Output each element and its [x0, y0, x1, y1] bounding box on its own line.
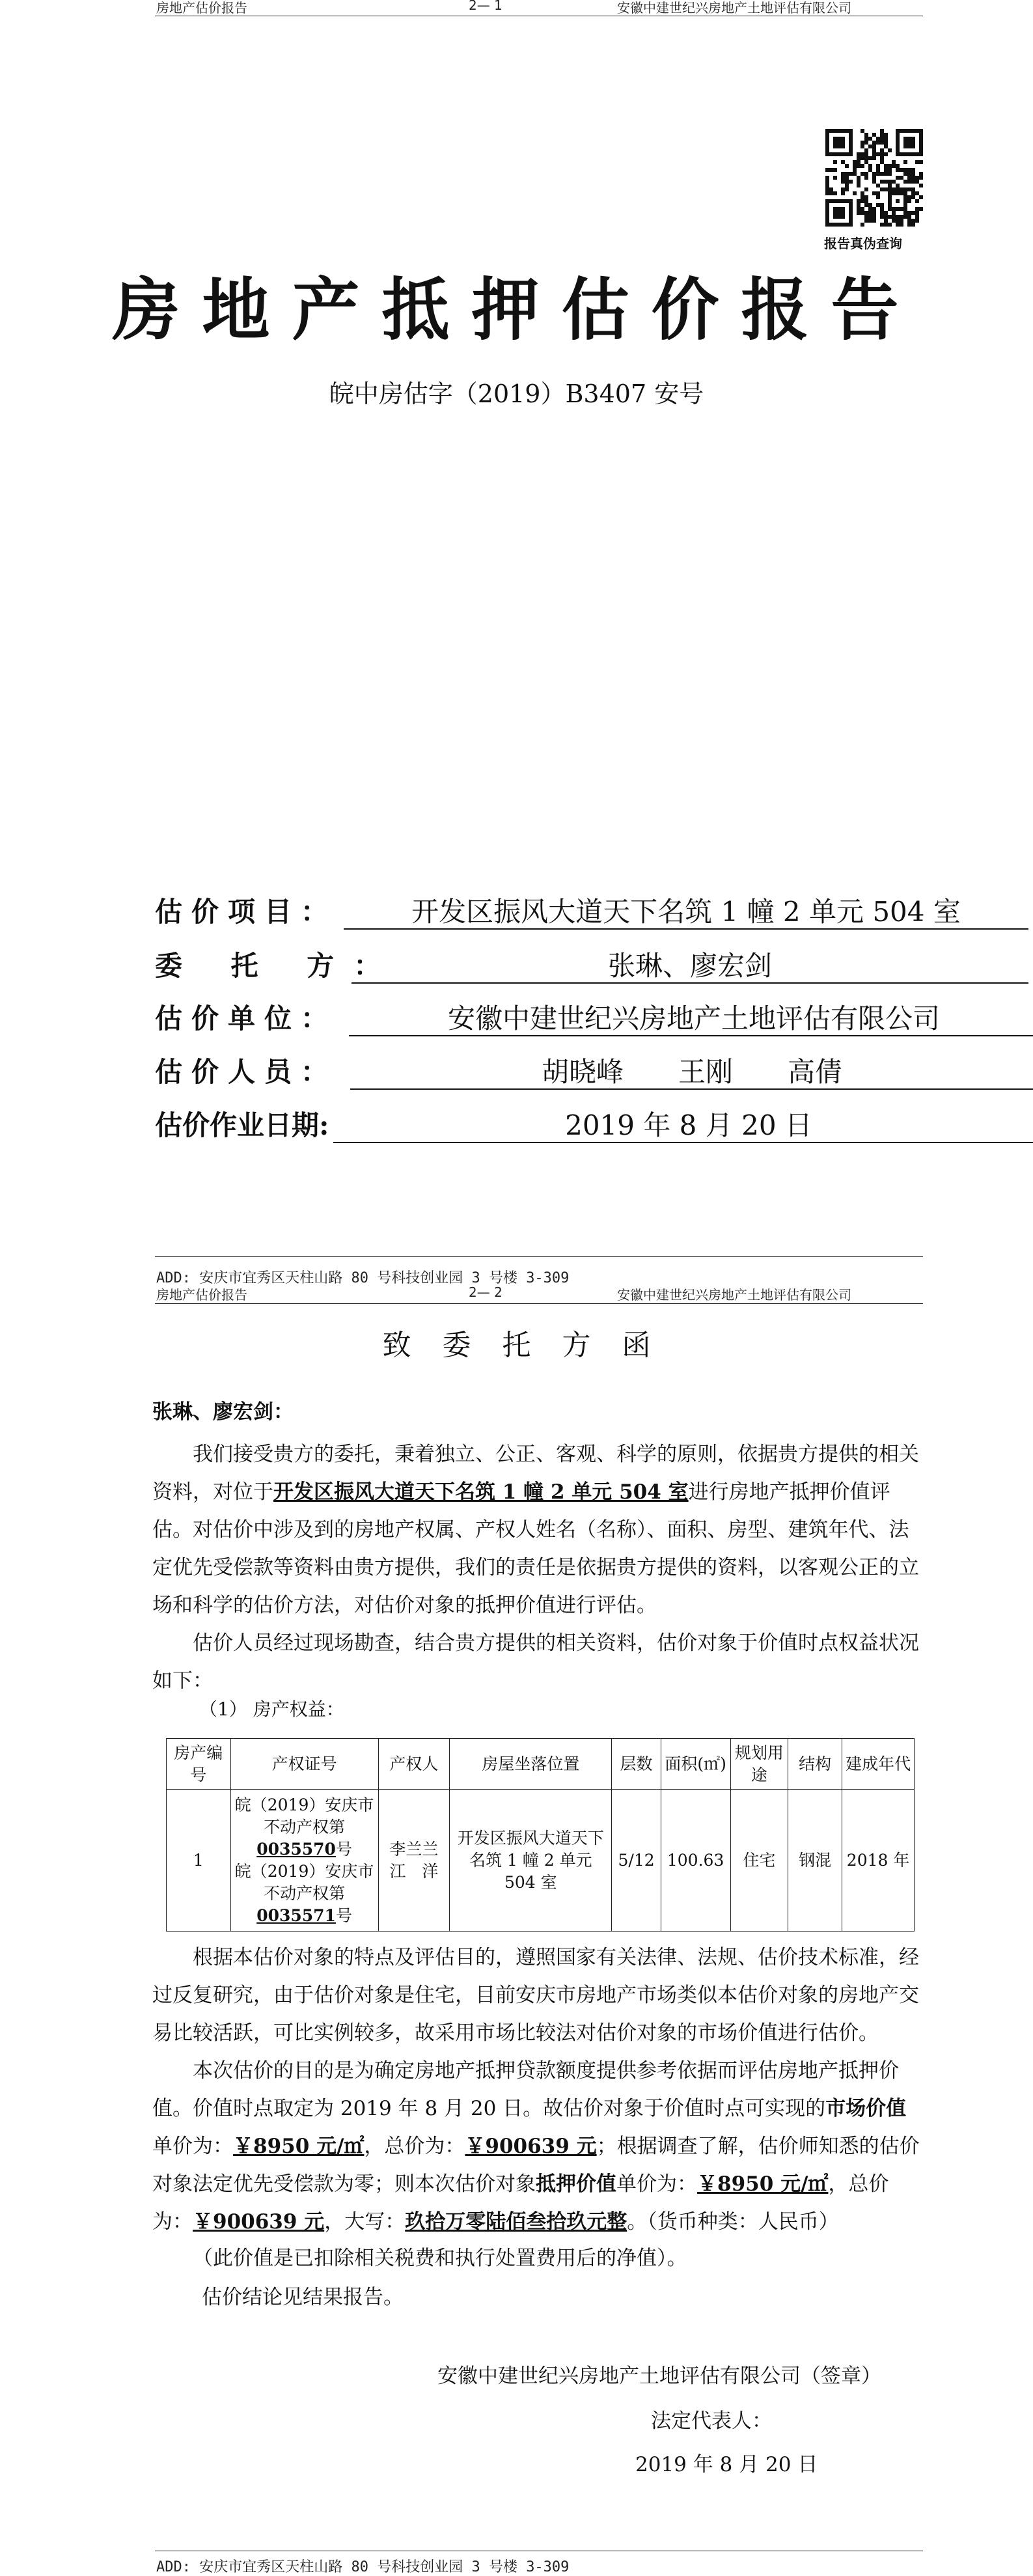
field-appraiser-org-label: 估价单位： — [155, 1003, 338, 1034]
property-address-highlight: 开发区振风大道天下名筑 1 幢 2 单元 504 室 — [273, 1480, 689, 1504]
valuation-text-e: 单价为： — [616, 2172, 697, 2196]
valuation-text-g: ，大写： — [324, 2210, 406, 2234]
cell-structure: 钢混 — [788, 1790, 842, 1932]
market-value-label: 市场价值 — [825, 2097, 907, 2120]
cell-no: 1 — [167, 1790, 231, 1932]
cert-suffix-1: 号 — [335, 1839, 352, 1859]
cert-number-1: 0035570 — [256, 1839, 336, 1859]
page-header-page-number: 2— 1 — [469, 0, 503, 13]
report-title: 房地产抵押估价报告 — [112, 270, 921, 350]
header-rule — [155, 1303, 923, 1304]
mortgage-value-label: 抵押价值 — [536, 2172, 616, 2196]
property-rights-table — [166, 1738, 915, 1932]
mortgage-unit-price: ￥8950 元/㎡ — [697, 2172, 829, 2196]
field-appraisers-value: 胡晓峰 王刚 高倩 — [350, 1051, 1033, 1090]
col-header-structure: 结构 — [788, 1739, 842, 1790]
paragraph-valuation — [152, 2052, 926, 2241]
col-header-cert: 产权证号 — [230, 1739, 378, 1790]
col-header-area: 面积(㎡) — [661, 1739, 730, 1790]
cell-floors: 5/12 — [612, 1790, 661, 1932]
letter-title: 致委托方函 — [382, 1329, 682, 1362]
report-number: 皖中房估字（2019）B3407 安号 — [329, 380, 704, 408]
col-header-floors: 层数 — [612, 1739, 661, 1790]
valuation-text-c: ，总价为： — [364, 2135, 465, 2158]
field-appraisers-label: 估价人员： — [155, 1056, 338, 1088]
signature-company: 安徽中建世纪兴房地产土地评估有限公司（签章） — [437, 2364, 881, 2388]
page-header-page-number: 2— 2 — [469, 1284, 503, 1300]
field-project-value: 开发区振风大道天下名筑 1 幢 2 单元 504 室 — [344, 891, 1028, 930]
field-client-label: 委 托 方： — [155, 950, 401, 982]
cert-number-2: 0035571 — [256, 1905, 336, 1925]
field-client-value: 张琳、廖宏剑 — [351, 945, 1028, 984]
col-header-owner: 产权人 — [378, 1739, 450, 1790]
valuation-text-b: 单价为： — [152, 2135, 233, 2158]
paragraph-method: 根据本估价对象的特点及评估目的，遵照国家有关法律、法规、估价技术标准，经过反复研究，由于估价对象是住宅，目前安庆市房地产市场类似本估价对象的房地产交易比较活跃，可比实例较多，故采用市场比较法对估价对象的市场价值进行估价。 — [152, 1946, 919, 2045]
owner-2: 江 洋 — [389, 1861, 439, 1881]
cell-area: 100.63 — [661, 1790, 730, 1932]
paragraph-engagement-text: 我们接受贵方的委托，秉着独立、公正、客观、科学的原则，依据贵方提供的相关资料，对位于 — [152, 1443, 919, 1504]
salutation: 张琳、廖宏剑： — [152, 1400, 294, 1424]
col-header-use: 规划用途 — [730, 1739, 788, 1790]
table-caption: （1） 房产权益： — [199, 1698, 344, 1720]
page-header-left: 房地产估价报告 — [156, 1287, 247, 1303]
valuation-text-h: 。（货币种类：人民币） — [627, 2210, 839, 2234]
field-appraiser-org-value: 安徽中建世纪兴房地产土地评估有限公司 — [349, 997, 1033, 1036]
page-header-left: 房地产估价报告 — [156, 0, 247, 16]
paragraph-engagement — [152, 1435, 926, 1624]
cert-prefix-2: 皖（2019）安庆市不动产权第 — [234, 1861, 374, 1903]
net-value-note: （此价值是已扣除相关税费和执行处置费用后的净值）。 — [193, 2247, 687, 2270]
page-header-company: 安徽中建世纪兴房地产土地评估有限公司 — [617, 0, 851, 16]
owner-1: 李兰兰 — [389, 1839, 439, 1859]
cell-owner — [378, 1790, 450, 1932]
qr-caption: 报告真伪查询 — [824, 236, 902, 251]
col-header-no: 房产编号 — [167, 1739, 231, 1790]
field-work-date-value: 2019 年 8 月 20 日 — [333, 1104, 1033, 1143]
valuation-text-d: ；根据调查了解，估价师知悉的估价对象法定优先受偿款为零；则本次估价对象 — [152, 2135, 920, 2196]
total-in-words: 玖拾万零陆佰叁拾玖元整 — [405, 2210, 627, 2234]
market-unit-price: ￥8950 元/㎡ — [233, 2135, 365, 2158]
field-work-date-label: 估价作业日期: — [155, 1109, 329, 1141]
cell-use: 住宅 — [730, 1790, 788, 1932]
table-row — [167, 1790, 915, 1932]
cell-cert — [230, 1790, 378, 1932]
page-header-company: 安徽中建世纪兴房地产土地评估有限公司 — [617, 1287, 851, 1303]
mortgage-total-price: ￥900639 元 — [193, 2210, 325, 2234]
page-footer-address: ADD: 安庆市宜秀区天柱山路 80 号科技创业园 3 号楼 3-309 — [156, 2559, 570, 2575]
valuation-text-f: ，总价为： — [152, 2172, 889, 2234]
signature-date: 2019 年 8 月 20 日 — [635, 2453, 818, 2476]
cert-suffix-2: 号 — [335, 1905, 352, 1925]
paragraph-engagement-text-2: 进行房地产抵押价值评估。对估价中涉及到的房地产权属、产权人姓名（名称）、面积、房型、建筑年代、法定优先受偿款等资料由贵方提供，我们的责任是依据贵方提供的资料，以客观公正的立场和科学的估价方法，对估价对象的抵押价值进行评估。 — [152, 1480, 919, 1617]
cell-location: 开发区振风大道天下名筑 1 幢 2 单元 504 室 — [450, 1790, 612, 1932]
conclusion-note: 估价结论见结果报告。 — [202, 2286, 404, 2309]
table-header-row — [167, 1739, 915, 1790]
cell-year: 2018 年 — [842, 1790, 915, 1932]
market-total-price: ￥900639 元 — [465, 2135, 597, 2158]
field-project-label: 估价项目： — [155, 896, 338, 928]
col-header-location: 房屋坐落位置 — [450, 1739, 612, 1790]
cert-prefix-1: 皖（2019）安庆市不动产权第 — [234, 1795, 374, 1836]
signature-legal-rep: 法定代表人： — [651, 2409, 772, 2433]
page-footer-address: ADD: 安庆市宜秀区天柱山路 80 号科技创业园 3 号楼 3-309 — [156, 1270, 570, 1286]
paragraph-survey: 估价人员经过现场勘查，结合贵方提供的相关资料，估价对象于价值时点权益状况如下： — [152, 1631, 919, 1693]
valuation-text-a: 本次估价的目的是为确定房地产抵押贷款额度提供参考依据而评估房地产抵押价值。价值时点取定为 2019 年 8 月 20 日。故估价对象于价值时点可实现的 — [152, 2059, 899, 2120]
col-header-year: 建成年代 — [842, 1739, 915, 1790]
